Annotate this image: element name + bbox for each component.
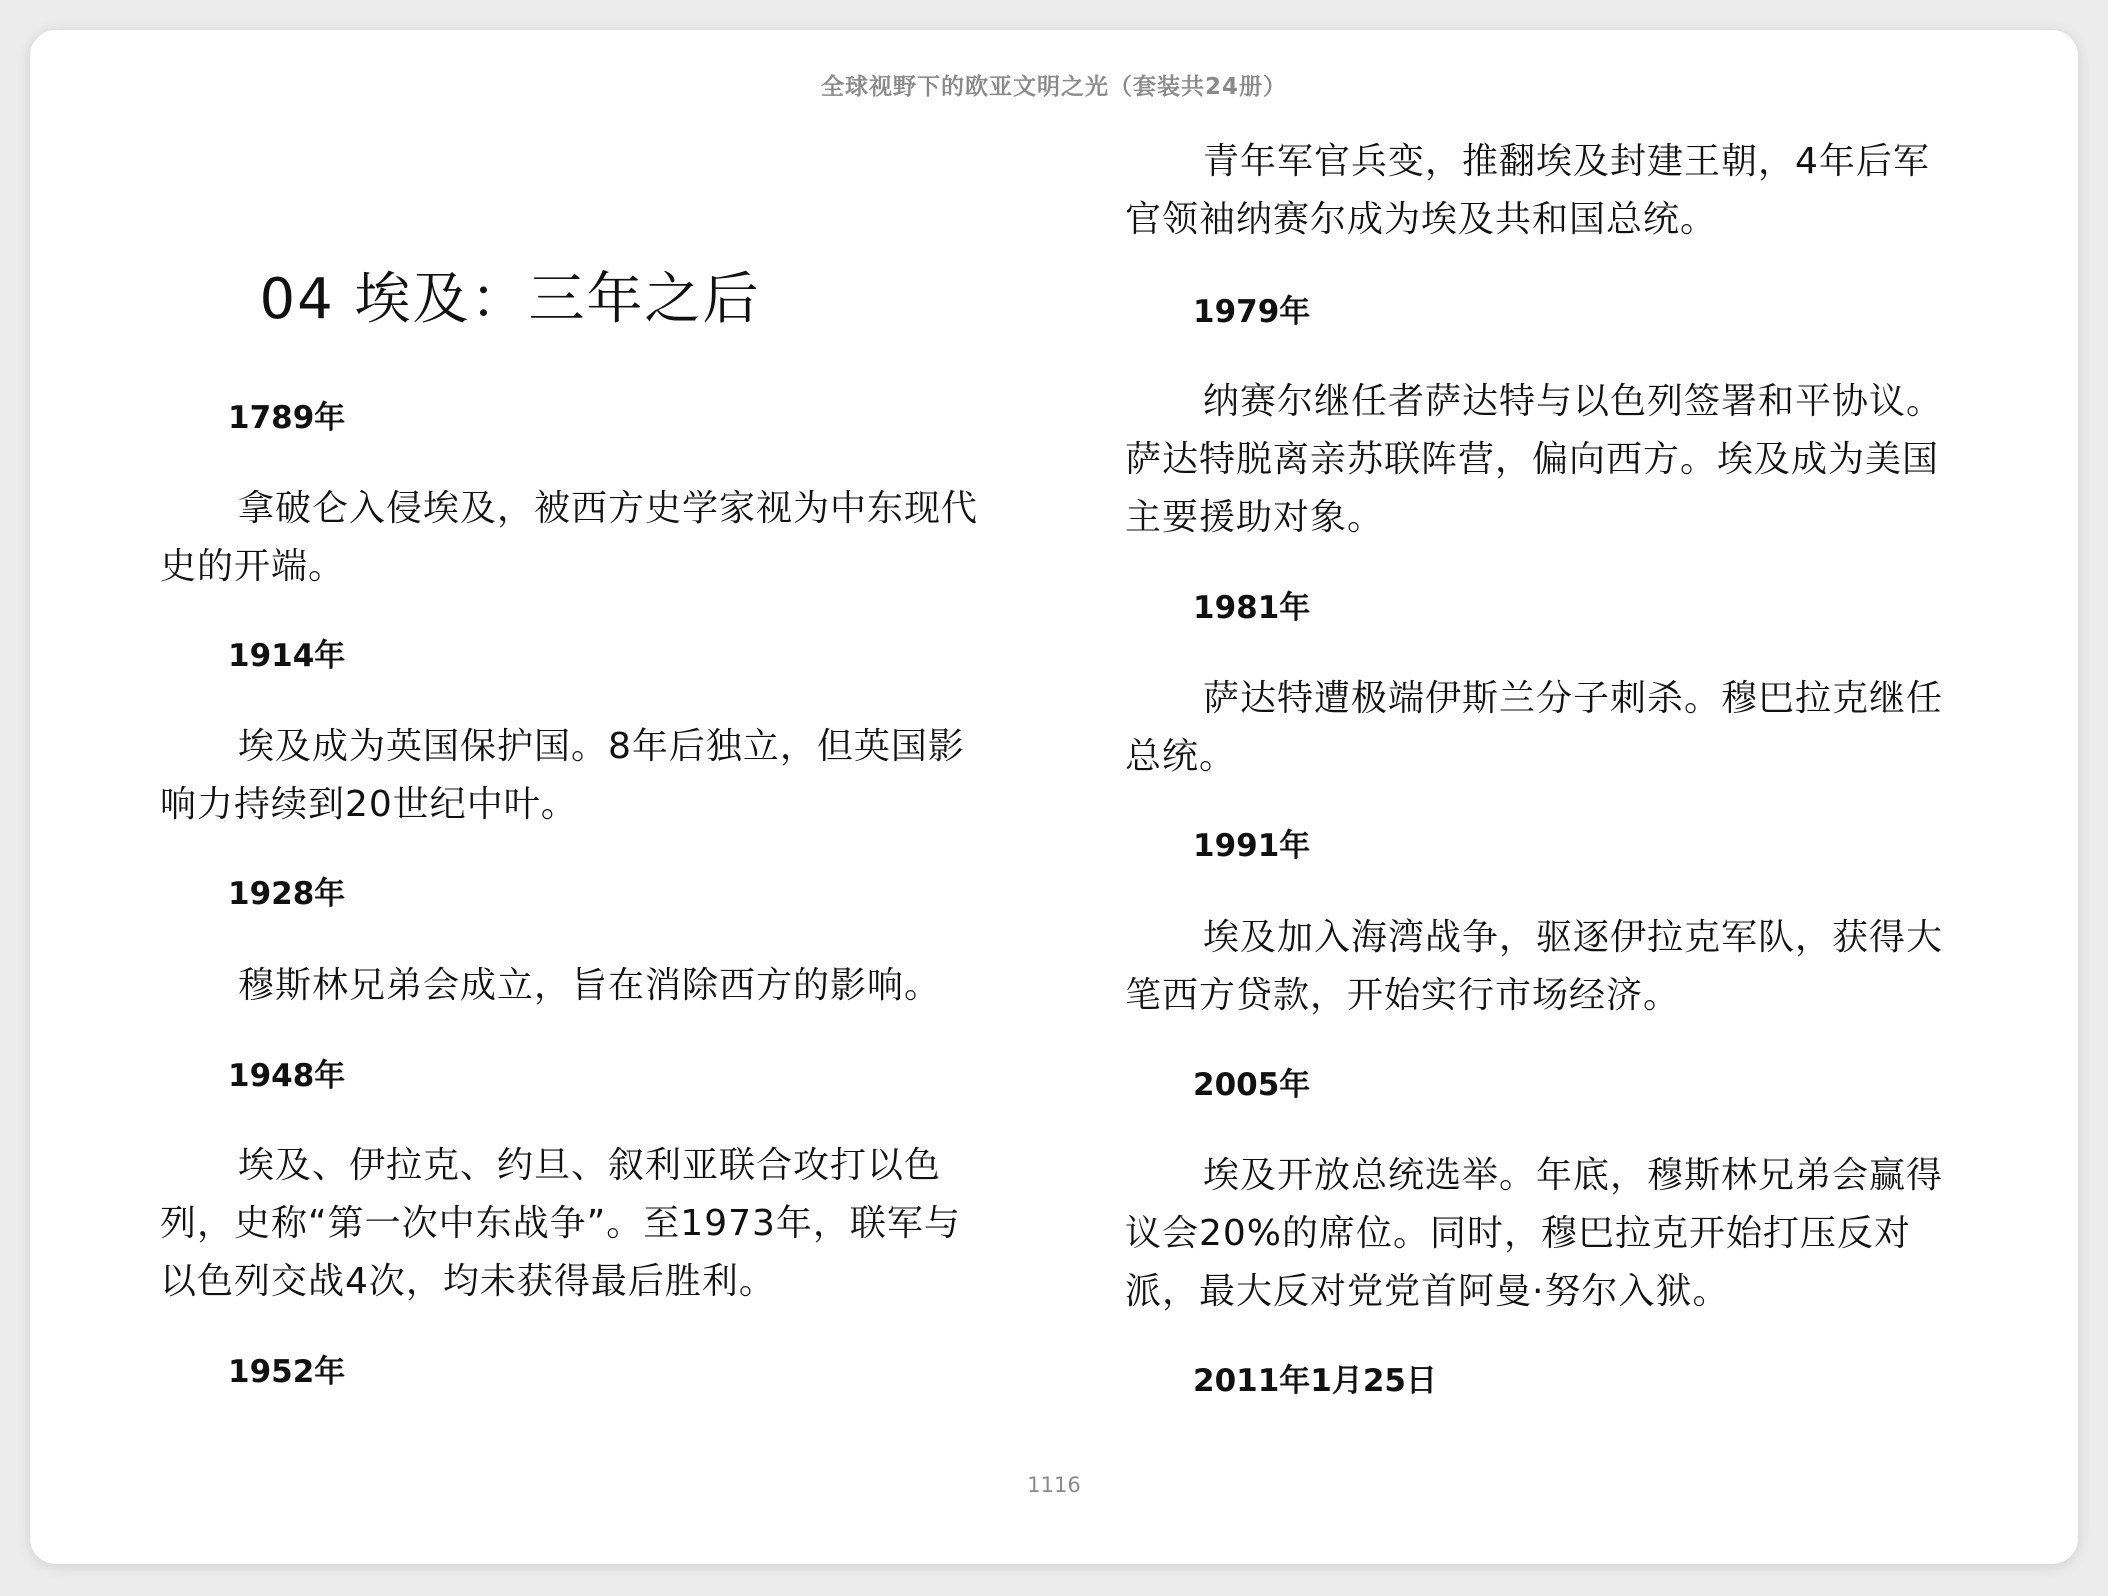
entry-year: 2005年 bbox=[1193, 1067, 1311, 1103]
entry-text: 拿破仑入侵埃及，被西方史学家视为中东现代史的开端。 bbox=[160, 488, 979, 587]
continuation-text: 青年军官兵变，推翻埃及封建王朝，4年后军官领袖纳赛尔成为埃及共和国总统。 bbox=[1125, 141, 1930, 240]
entry-text: 埃及加入海湾战争，驱逐伊拉克军队，获得大笔西方贷款，开始实行市场经济。 bbox=[1125, 917, 1944, 1016]
entry-text: 埃及开放总统选举。年底，穆斯林兄弟会赢得议会20%的席位。同时，穆巴拉克开始打压反对派，最大反对党党首阿曼·努尔入狱。 bbox=[1125, 1155, 1944, 1312]
entry-text: 纳赛尔继任者萨达特与以色列签署和平协议。萨达特脱离亲苏联阵营，偏向西方。埃及成为美国主要援助对象。 bbox=[1125, 381, 1944, 538]
book-title: 全球视野下的欧亚文明之光（套装共24册） bbox=[820, 74, 1287, 100]
entry-year: 1952年 bbox=[228, 1354, 346, 1390]
entry-text: 埃及成为英国保护国。8年后独立，但英国影响力持续到20世纪中叶。 bbox=[160, 726, 965, 825]
entry-year: 1789年 bbox=[228, 400, 346, 436]
entry-year: 2011年1月25日 bbox=[1193, 1363, 1437, 1399]
entry-year: 1914年 bbox=[228, 638, 346, 674]
entry-text: 萨达特遭极端伊斯兰分子刺杀。穆巴拉克继任总统。 bbox=[1125, 678, 1944, 777]
entry-text: 穆斯林兄弟会成立，旨在消除西方的影响。 bbox=[238, 965, 942, 1006]
entry-year: 1981年 bbox=[1193, 590, 1311, 626]
entry-year: 1948年 bbox=[228, 1058, 346, 1094]
reader-window bbox=[30, 30, 2078, 1564]
entry-text: 埃及、伊拉克、约旦、叙利亚联合攻打以色列，史称“第一次中东战争”。至1973年，联军与以色列交战4次，均未获得最后胜利。 bbox=[160, 1145, 961, 1302]
entry-year: 1979年 bbox=[1193, 294, 1311, 330]
entry-year: 1928年 bbox=[228, 876, 346, 912]
entry-year: 1991年 bbox=[1193, 828, 1311, 864]
chapter-title: 04 埃及：三年之后 bbox=[259, 267, 761, 332]
page-number: 1116 bbox=[1027, 1473, 1081, 1497]
